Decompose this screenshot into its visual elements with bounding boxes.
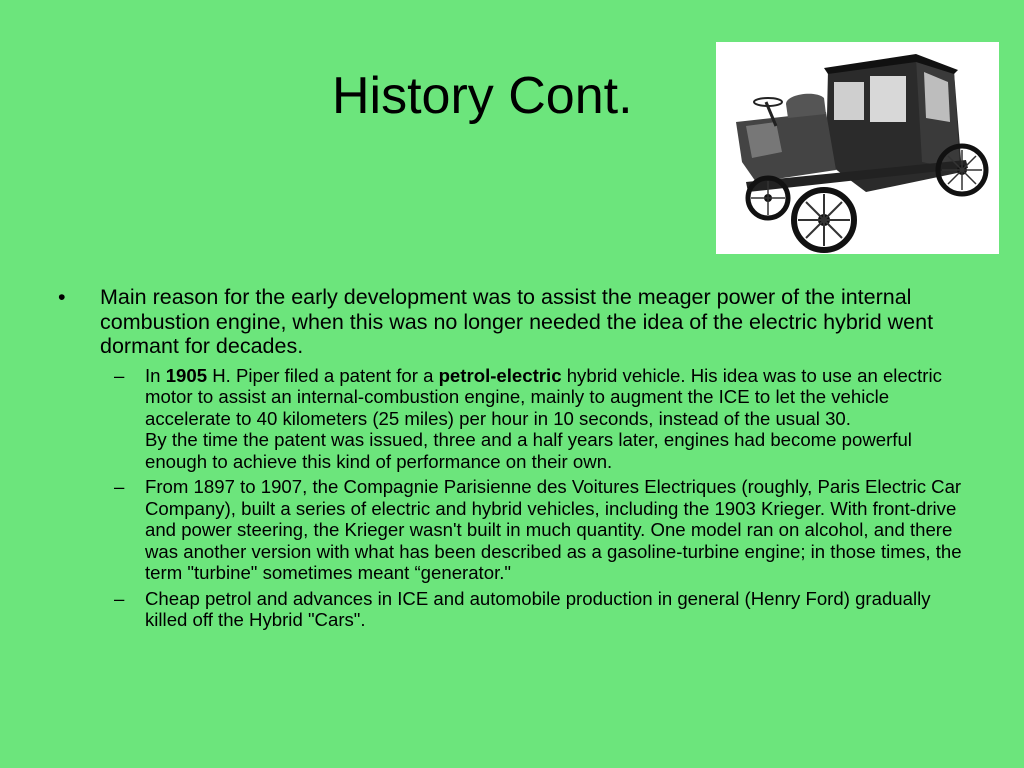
subbullet-text: From 1897 to 1907, the Compagnie Parisienne des Voitures Electriques (roughly, Paris Electric Car Company), built a series of electric and hybrid vehicles, including the 1903 Krieger. With front-drive and power steering, the Krieger wasn't built in much quantity. One model ran on alcohol, and there was another version with what has been described as a gasoline-turbine engine; in those times, the term "turbine" sometimes meant “generator." [145, 476, 962, 583]
bullet-main [58, 285, 978, 359]
year-1905: 1905 [165, 364, 208, 386]
bullet-text: Main reason for the early development was to assist the meager power of the internal combustion engine, when this was no longer needed the idea of the electric hybrid went dormant for decades. [100, 285, 934, 358]
subbullet-1905-patent [58, 365, 975, 473]
petrol-electric-term: petrol-electric [438, 364, 562, 386]
dash-marker: – [114, 587, 125, 609]
subbullet-decline [58, 588, 975, 631]
rear-wheel [938, 146, 986, 194]
subbullet-text: hybrid vehicle. His idea was to use an electric motor to assist an internal-combustion engine, mainly to augment the ICE to let the vehicle accelerate to 40 kilometers (25 miles) per hour in 10 seconds, instead of the usual 30. [145, 364, 942, 429]
slide-body [58, 285, 978, 631]
subbullet-text: H. Piper filed a patent for a [207, 364, 439, 386]
subbullet-text: In [145, 364, 166, 386]
vintage-car-image [716, 42, 999, 254]
subbullet-cpve [58, 476, 975, 584]
vintage-car-illustration [716, 42, 999, 254]
dash-marker: – [114, 476, 125, 497]
subbullet-text: Cheap petrol and advances in ICE and automobile production in general (Henry Ford) gradually killed off the Hybrid "Cars". [145, 587, 931, 630]
slide-title: History Cont. [332, 67, 633, 125]
bullet-marker: • [58, 285, 66, 309]
dash-marker: – [114, 364, 125, 386]
front-wheel [794, 190, 854, 250]
subbullet-continuation: By the time the patent was issued, three and a half years later, engines had become powerful enough to achieve this kind of performance on their own. [145, 429, 912, 472]
